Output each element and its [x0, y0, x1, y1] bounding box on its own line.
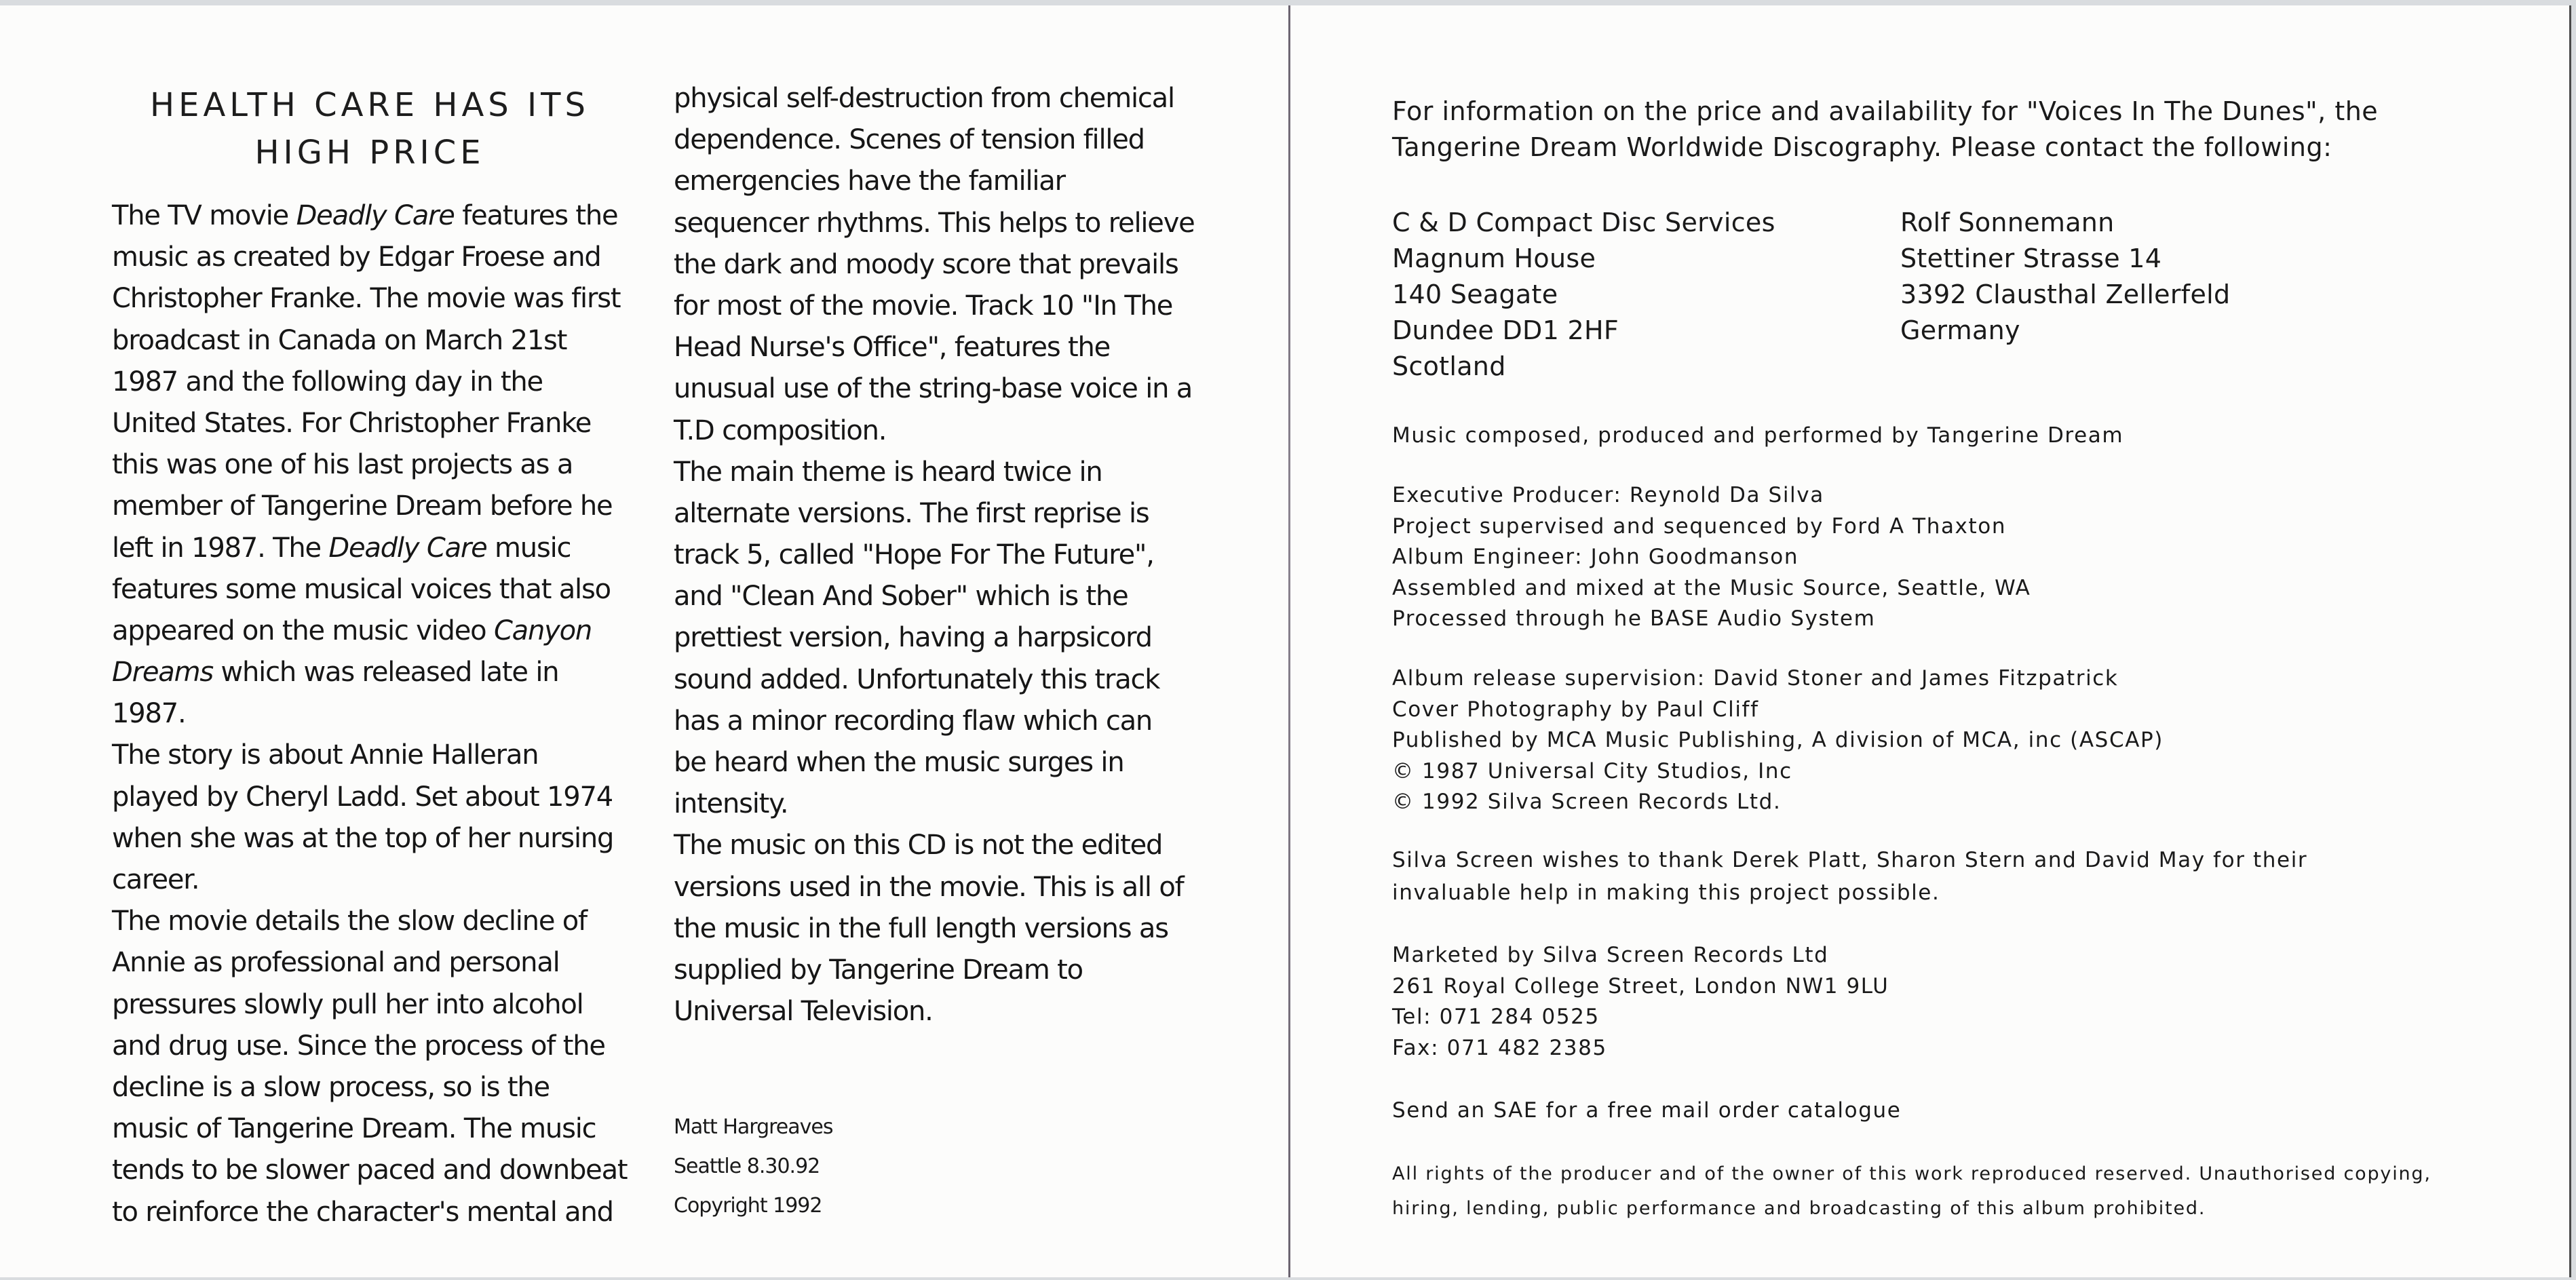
address-line: 3392 Clausthal Zellerfeld — [1900, 279, 2231, 309]
article-line: unusual use of the string-base voice in a — [674, 373, 1193, 405]
article-line: 1987. — [112, 698, 186, 730]
address-line: 140 Seagate — [1392, 279, 1558, 309]
credit-line: Project supervised and sequenced by Ford A Thaxton — [1392, 513, 2007, 539]
article-line: T.D composition. — [674, 414, 887, 446]
article-column-1 — [112, 195, 627, 1233]
copyright-line: © 1987 Universal City Studios, Inc — [1392, 758, 1792, 783]
address-line: Rolf Sonnemann — [1900, 208, 2115, 237]
acknowledgements — [1392, 845, 2307, 910]
article-line: to reinforce the character's mental and — [112, 1196, 613, 1228]
article-line: tends to be slower paced and downbeat — [112, 1155, 628, 1186]
article-line: The music on this CD is not the edited — [674, 830, 1163, 861]
article-line: and drug use. Since the process of the — [112, 1030, 605, 1062]
article-line: left in 1987. The Deadly Care music — [112, 532, 571, 564]
article-line: appeared on the music video Canyon — [112, 615, 592, 646]
article-line: and "Clean And Sober" which is the — [674, 581, 1128, 613]
legal-line: hiring, lending, public performance and broadcasting of this album prohibited. — [1392, 1198, 2206, 1219]
marketing-line: Marketed by Silva Screen Records Ltd — [1392, 943, 1829, 967]
article-line: The story is about Annie Halleran — [112, 739, 539, 771]
credit-line: Processed through he BASE Audio System — [1392, 606, 1876, 631]
fax-number: Fax: 071 482 2385 — [1392, 1035, 1607, 1060]
article-line: this was one of his last projects as a — [112, 449, 573, 481]
article-line: dependence. Scenes of tension filled — [674, 124, 1145, 156]
copyright-line: © 1992 Silva Screen Records Ltd. — [1392, 790, 1782, 814]
article-line: sound added. Unfortunately this track — [674, 663, 1160, 695]
heading-line-1: HEALTH CARE HAS ITS — [150, 86, 590, 124]
article-line: supplied by Tangerine Dream to — [674, 954, 1083, 986]
legal-notice — [1392, 1157, 2431, 1226]
intro-line-2: Tangerine Dream Worldwide Discography. Please contact the following: — [1392, 132, 2332, 162]
place-date: Seattle 8.30.92 — [674, 1155, 820, 1178]
author-signature — [674, 1108, 832, 1226]
thanks-line: invaluable help in making this project possible. — [1392, 880, 1940, 905]
article-line: United States. For Christopher Franke — [112, 407, 592, 439]
article-line: features some musical voices that also — [112, 573, 611, 605]
article-line: alternate versions. The first reprise is — [674, 497, 1149, 529]
article-line: pressures slowly pull her into alcohol — [112, 988, 583, 1020]
address-line: Scotland — [1392, 351, 1506, 381]
article-line: career. — [112, 864, 199, 895]
article-line: sequencer rhythms. This helps to relieve — [674, 207, 1195, 239]
title-italic: Deadly Care — [328, 532, 487, 564]
credit-line: Cover Photography by Paul Cliff — [1392, 697, 1759, 722]
credit-line: Published by MCA Music Publishing, A division of MCA, inc (ASCAP) — [1392, 728, 2164, 752]
address-line: Dundee DD1 2HF — [1392, 315, 1619, 345]
address-line: Germany — [1900, 315, 2020, 345]
article-line: The main theme is heard twice in — [674, 456, 1102, 488]
article-line: Head Nurse's Office", features the — [674, 332, 1111, 364]
credit-line: Assembled and mixed at the Music Source, Seattle, WA — [1392, 575, 2031, 600]
article-line: broadcast in Canada on March 21st — [112, 324, 567, 356]
article-line: Annie as professional and personal — [112, 947, 560, 979]
article-heading — [112, 81, 628, 176]
address-line: Magnum House — [1392, 244, 1596, 273]
address-line: Stettiner Strasse 14 — [1900, 244, 2162, 273]
article-line: the music in the full length versions as — [674, 912, 1168, 944]
article-line: be heard when the music surges in — [674, 747, 1124, 778]
release-credits — [1392, 663, 2164, 818]
article-line: the dark and moody score that prevails — [674, 248, 1178, 280]
marketing-line: 261 Royal College Street, London NW1 9LU — [1392, 973, 1889, 998]
article-line: when she was at the top of her nursing — [112, 822, 614, 854]
legal-line: All rights of the producer and of the owner of this work reproduced reserved. Unauthorised copying, — [1392, 1163, 2431, 1184]
article-line: versions used in the movie. This is all of — [674, 871, 1184, 903]
credit-line: Executive Producer: Reynold Da Silva — [1392, 483, 1824, 507]
telephone-number: Tel: 071 284 0525 — [1392, 1005, 1600, 1029]
article-line: prettiest version, having a harpsicord — [674, 622, 1152, 654]
article-line: music of Tangerine Dream. The music — [112, 1113, 596, 1145]
contact-address-germany — [1900, 205, 2230, 349]
article-line: music as created by Edgar Froese and — [112, 241, 601, 273]
article-line: decline is a slow process, so is the — [112, 1071, 550, 1103]
copyright-line: Copyright 1992 — [674, 1194, 822, 1218]
article-line: Dreams which was released late in — [112, 657, 559, 689]
article-line: The movie details the slow decline of — [112, 906, 587, 937]
article-line: track 5, called "Hope For The Future", — [674, 539, 1154, 571]
title-italic: Dreams — [112, 657, 213, 689]
article-line: played by Cheryl Ladd. Set about 1974 — [112, 781, 613, 813]
heading-line-2: HIGH PRICE — [254, 134, 485, 172]
thanks-line: Silva Screen wishes to thank Derek Platt, Sharon Stern and David May for their — [1392, 848, 2308, 872]
production-credits — [1392, 480, 2031, 635]
article-line: The TV movie Deadly Care features the — [112, 200, 618, 231]
title-italic: Deadly Care — [296, 200, 455, 231]
article-line: has a minor recording flaw which can — [674, 705, 1153, 737]
catalogue-note: Send an SAE for a free mail order catalogue — [1392, 1098, 1902, 1123]
article-line: physical self-destruction from chemical — [674, 83, 1174, 114]
cd-booklet-spread — [0, 5, 2571, 1277]
author-name: Matt Hargreaves — [674, 1115, 833, 1139]
fold-divider — [1288, 5, 1290, 1277]
article-line: member of Tangerine Dream before he — [112, 490, 613, 522]
article-line: intensity. — [674, 788, 788, 820]
address-line: C & D Compact Disc Services — [1392, 208, 1775, 237]
music-credit: Music composed, produced and performed by Tangerine Dream — [1392, 423, 2124, 448]
article-column-2 — [674, 78, 1195, 1032]
article-line: for most of the movie. Track 10 "In The — [674, 290, 1173, 322]
credit-line: Album Engineer: John Goodmanson — [1392, 545, 1799, 569]
intro-line-1: For information on the price and availability for "Voices In The Dunes", the — [1392, 96, 2379, 126]
title-italic: Canyon — [493, 615, 592, 646]
contact-address-uk — [1392, 205, 1775, 385]
credit-line: Album release supervision: David Stoner and James Fitzpatrick — [1392, 666, 2119, 691]
article-line: Universal Television. — [674, 996, 933, 1028]
discography-intro — [1392, 94, 2378, 166]
article-line: Christopher Franke. The movie was first — [112, 283, 621, 315]
article-line: 1987 and the following day in the — [112, 366, 543, 397]
marketing-info — [1392, 940, 1889, 1064]
article-line: emergencies have the familiar — [674, 166, 1065, 197]
